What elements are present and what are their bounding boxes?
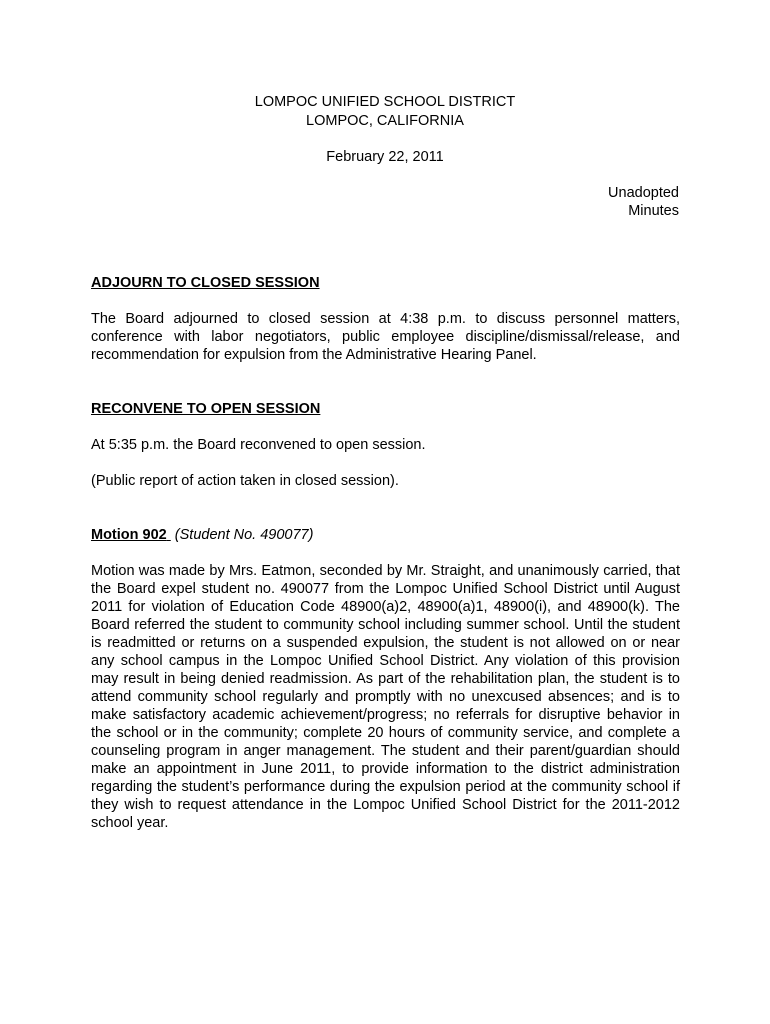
reconvene-time: At 5:35 p.m. the Board reconvened to open session. [91, 437, 426, 453]
motion-heading [91, 526, 313, 544]
district-name: LOMPOC UNIFIED SCHOOL DISTRICT [254, 94, 516, 110]
reconvene-heading: RECONVENE TO OPEN SESSION [91, 401, 321, 417]
motion-paragraph: Motion was made by Mrs. Eatmon, seconded by Mr. Straight, and unanimously carried, that the Board expel student no. 490077 from the Lompoc Unified School District until August 2011 for violation of Education Code 48900(a)2, 48900(a)1, 48900(i), and 48900(k). The Board referred the student to community school including summer school. Until the student is readmitted or returns on a suspended expulsion, the student is not allowed on or near any school campus in the Lompoc Unified School District. Any violation of this provision may result in being denied readmission. As part of the rehabilitation plan, the student is to attend community school regularly and promptly with no unexcused absences; and is to make satisfactory academic achievement/progress; no referrals for disruptive behavior in the school or in the community; complete 20 hours of community service, and complete a counseling program in anger management. The student and their parent/guardian should make an appointment in June 2011, to provide information to the district administration regarding the student’s performance during the expulsion period at the community school if they wish to request attendance in the Lompoc Unified School District for the 2011-2012 school year. [91, 563, 680, 831]
status-unadopted: Unadopted [608, 185, 679, 201]
status-minutes: Minutes [628, 203, 679, 219]
adjourn-paragraph: The Board adjourned to closed session at 4:38 p.m. to discuss personnel matters, conference with labor negotiators, public employee discipline/dismissal/release, and recommendation for expulsion from the Administrative Hearing Panel. [91, 311, 680, 363]
meeting-date: February 22, 2011 [326, 149, 444, 165]
public-report-note: (Public report of action taken in closed session). [91, 473, 399, 489]
adjourn-heading: ADJOURN TO CLOSED SESSION [91, 275, 320, 291]
motion-subtitle: (Student No. 490077) [174, 527, 314, 543]
motion-title-gap [167, 527, 171, 543]
motion-title: Motion 902 [91, 527, 167, 543]
district-city: LOMPOC, CALIFORNIA [306, 113, 464, 129]
